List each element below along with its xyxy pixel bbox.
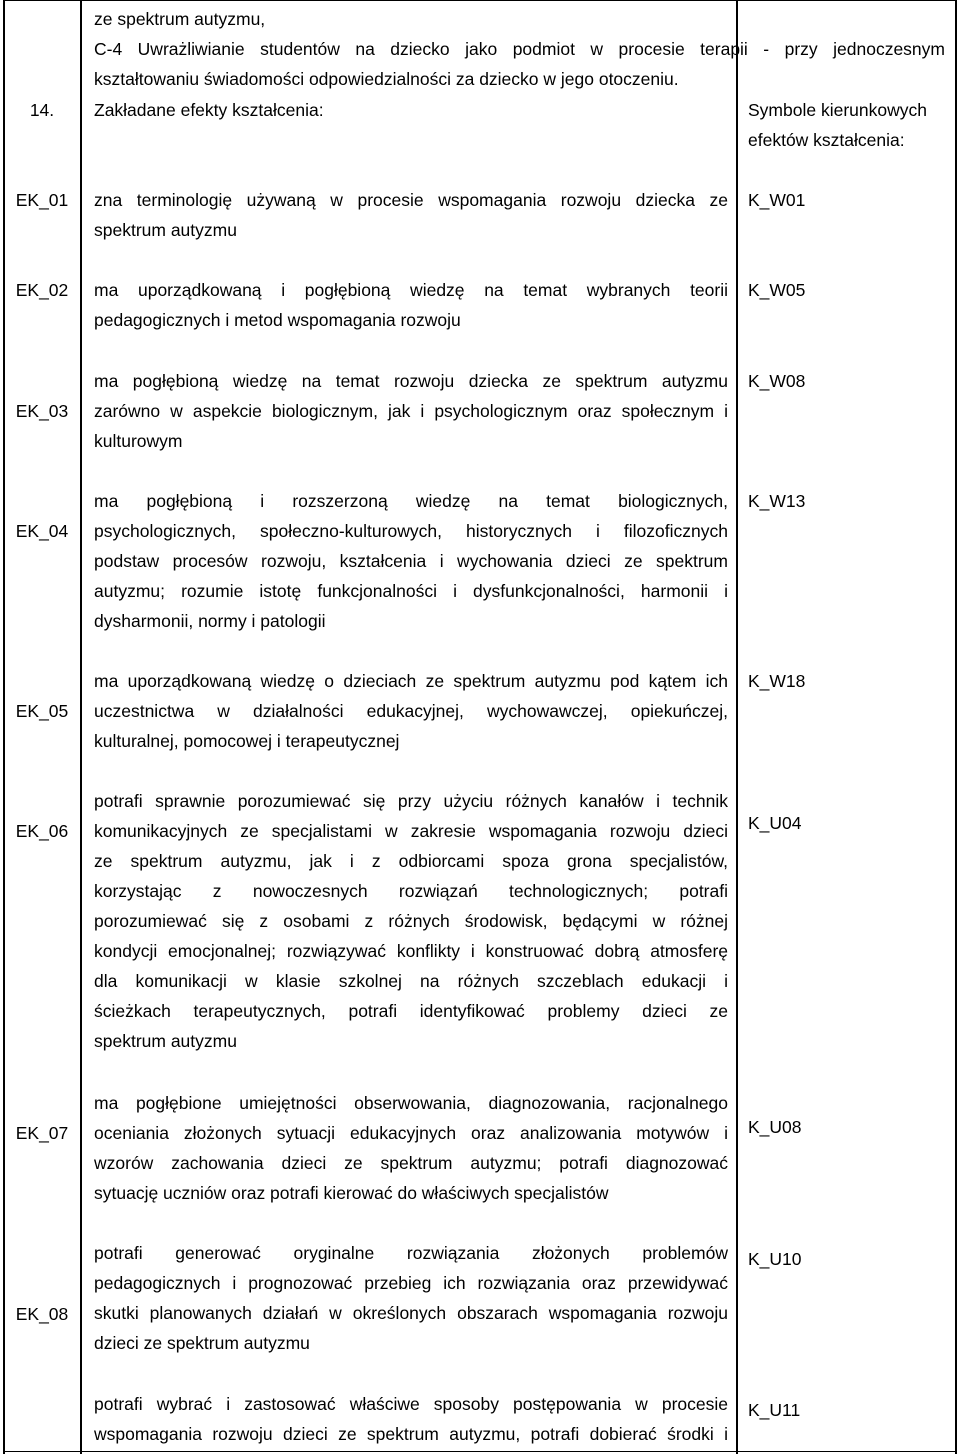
outcome-line: pedagogicznych i metod wspomagania rozwoju — [94, 310, 461, 330]
outcome-description — [94, 275, 728, 335]
outcome-line: podstaw procesów rozwoju, kształcenia i wychowania dzieci ze spektrum — [94, 551, 728, 571]
symbols-header-line: efektów kształcenia: — [748, 130, 905, 150]
outcome-line: spektrum autyzmu — [94, 220, 237, 240]
outcome-description — [94, 486, 728, 636]
outcome-line: ścieżkach terapeutycznych, potrafi identyfikować problemy dzieci ze — [94, 1001, 728, 1021]
table-border-top — [3, 0, 957, 1]
table-border-bottom — [3, 1451, 957, 1452]
section-number: 14. — [29, 100, 55, 120]
outcome-line: dysharmonii, normy i patologii — [94, 611, 326, 631]
outcome-line: oceniania złożonych sytuacji edukacyjnych oraz analizowania motywów i — [94, 1123, 728, 1143]
outcome-id: EK_06 — [15, 821, 69, 841]
intro-line: kształtowaniu świadomości odpowiedzialności za dziecko w jego otoczeniu. — [94, 69, 679, 89]
outcome-symbol: K_U08 — [748, 1117, 802, 1137]
outcome-symbol: K_W08 — [748, 371, 806, 391]
outcome-line: wzorów zachowania dzieci ze spektrum autyzmu; potrafi diagnozować — [94, 1153, 728, 1173]
outcome-line: porozumiewać się z osobami z różnych środowisk, będącymi w różnej — [94, 911, 728, 931]
symbols-header-line: Symbole kierunkowych — [748, 100, 927, 120]
outcome-id: EK_04 — [15, 521, 69, 541]
outcome-symbol: K_W05 — [748, 280, 806, 300]
outcome-description — [94, 185, 728, 245]
symbols-header — [748, 95, 948, 155]
outcome-symbol: K_W01 — [748, 190, 806, 210]
intro-line: ze spektrum autyzmu, — [94, 9, 266, 29]
table-border-left — [3, 0, 5, 1454]
outcome-description — [94, 1389, 728, 1449]
outcome-line: spektrum autyzmu — [94, 1031, 237, 1051]
outcome-line: zna terminologię używaną w procesie wspomagania rozwoju dziecka ze — [94, 190, 728, 210]
outcome-symbol: K_W13 — [748, 491, 806, 511]
outcome-line: ma pogłębioną i rozszerzoną wiedzę na temat biologicznych, — [94, 491, 728, 511]
outcome-line: ma pogłębione umiejętności obserwowania, diagnozowania, racjonalnego — [94, 1093, 728, 1113]
outcome-line: potrafi wybrać i zastosować właściwe sposoby postępowania w procesie — [94, 1394, 728, 1414]
outcome-symbol: K_U04 — [748, 813, 802, 833]
outcome-line: potrafi generować oryginalne rozwiązania złożonych problemów — [94, 1243, 728, 1263]
outcome-line: autyzmu; rozumie istotę funkcjonalności i dysfunkcjonalności, harmonii i — [94, 581, 728, 601]
outcome-line: ma uporządkowaną i pogłębioną wiedzę na temat wybranych teorii — [94, 280, 728, 300]
section-title: Zakładane efekty kształcenia: — [94, 100, 324, 120]
outcome-line: skutki planowanych działań w określonych obszarach wspomagania rozwoju — [94, 1303, 728, 1323]
outcome-line: korzystając z nowoczesnych rozwiązań technologicznych; potrafi — [94, 881, 728, 901]
outcome-id: EK_03 — [15, 401, 69, 421]
outcome-line: pedagogicznych i prognozować przebieg ich rozwiązania oraz przewidywać — [94, 1273, 728, 1293]
outcome-line: ze spektrum autyzmu, jak i z odbiorcami spoza grona specjalistów, — [94, 851, 728, 871]
outcome-line: dzieci ze spektrum autyzmu — [94, 1333, 310, 1353]
outcome-line: ma uporządkowaną wiedzę o dzieciach ze spektrum autyzmu pod kątem ich — [94, 671, 728, 691]
outcome-line: dla komunikacji w klasie szkolnej na różnych szczeblach edukacji i — [94, 971, 728, 991]
table-divider-number — [80, 0, 82, 1454]
outcome-id: EK_02 — [15, 280, 69, 300]
outcome-description — [94, 1238, 728, 1358]
intro-line: C-4 Uwrażliwianie studentów na dziecko jako podmiot w procesie terapii - przy jednoczesnym — [94, 39, 945, 59]
outcome-symbol: K_U11 — [748, 1400, 801, 1420]
outcome-line: potrafi sprawnie porozumiewać się przy użyciu różnych kanałów i technik — [94, 791, 728, 811]
outcome-description — [94, 786, 728, 1056]
outcome-description — [94, 666, 728, 756]
table-divider-description — [736, 0, 738, 1454]
outcome-symbol: K_W18 — [748, 671, 806, 691]
outcome-id: EK_07 — [15, 1123, 69, 1143]
outcome-line: kulturalnej, pomocowej i terapeutycznej — [94, 731, 400, 751]
outcome-line: uczestnictwa w działalności edukacyjnej, wychowawczej, opiekuńczej, — [94, 701, 728, 721]
intro-text — [94, 4, 944, 94]
outcome-line: sytuację uczniów oraz potrafi kierować do właściwych specjalistów — [94, 1183, 609, 1203]
outcome-line: psychologicznych, społeczno-kulturowych, historycznych i filozoficznych — [94, 521, 728, 541]
outcome-line: kondycji emocjonalnej; rozwiązywać konflikty i konstruować dobrą atmosferę — [94, 941, 728, 961]
outcome-line: ma pogłębioną wiedzę na temat rozwoju dziecka ze spektrum autyzmu — [94, 371, 728, 391]
outcome-id: EK_08 — [15, 1304, 69, 1324]
outcome-line: kulturowym — [94, 431, 183, 451]
outcome-description — [94, 1088, 728, 1208]
outcome-line: zarówno w aspekcie biologicznym, jak i psychologicznym oraz społecznym i — [94, 401, 728, 421]
outcome-line: wspomagania rozwoju dzieci ze spektrum autyzmu, potrafi dobierać środki i — [94, 1424, 728, 1444]
outcome-description — [94, 366, 728, 456]
table-border-right — [955, 0, 957, 1454]
outcome-line: komunikacyjnych ze specjalistami w zakresie wspomagania rozwoju dzieci — [94, 821, 728, 841]
outcome-id: EK_01 — [15, 190, 69, 210]
outcome-id: EK_05 — [15, 701, 69, 721]
outcome-symbol: K_U10 — [748, 1249, 802, 1269]
